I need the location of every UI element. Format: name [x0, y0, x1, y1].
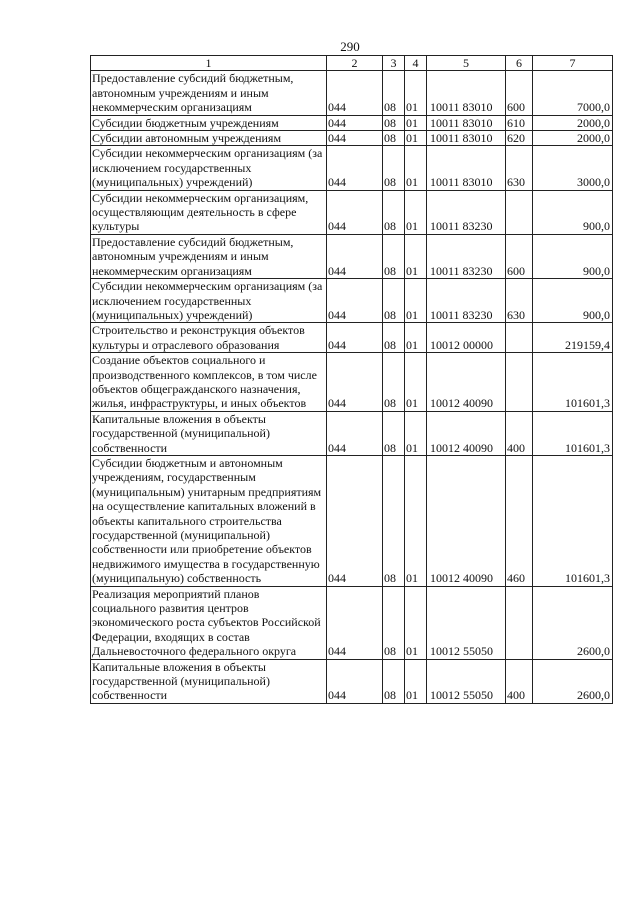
- row-name-cell: Субсидии автономным учреждениям: [91, 131, 327, 146]
- table-row: [91, 586, 613, 659]
- row-name-cell: Реализация мероприятий планов социального развития центров экономического роста субъектов Российской Федерации, входящих в состав Дальневосточного федерального округа: [91, 586, 327, 659]
- amount-cell: 219159,4: [533, 323, 613, 353]
- code-csr-cell: 10012 40090: [427, 411, 506, 455]
- code-pr-cell: 01: [405, 131, 427, 146]
- code-ved-cell: 044: [327, 353, 383, 412]
- code-pr-cell: 01: [405, 71, 427, 115]
- code-ved-cell: 044: [327, 323, 383, 353]
- amount-cell: 2600,0: [533, 659, 613, 703]
- column-header: 4: [405, 56, 427, 71]
- amount-cell: 7000,0: [533, 71, 613, 115]
- code-vr-cell: 600: [506, 71, 533, 115]
- amount-cell: 900,0: [533, 234, 613, 278]
- table-row: [91, 455, 613, 586]
- code-ved-cell: 044: [327, 131, 383, 146]
- row-name-cell: Предоставление субсидий бюджетным, автономным учреждениям и иным некоммерческим организациям: [91, 71, 327, 115]
- page-number: 290: [340, 39, 360, 54]
- code-csr-cell: 10011 83010: [427, 71, 506, 115]
- column-header: 1: [91, 56, 327, 71]
- code-pr-cell: 01: [405, 234, 427, 278]
- code-pr-cell: 01: [405, 659, 427, 703]
- code-rz-cell: 08: [383, 279, 405, 323]
- code-ved-cell: 044: [327, 146, 383, 190]
- code-csr-cell: 10011 83010: [427, 131, 506, 146]
- code-vr-cell: 630: [506, 146, 533, 190]
- table-row: [91, 659, 613, 703]
- code-ved-cell: 044: [327, 234, 383, 278]
- table-row: [91, 279, 613, 323]
- amount-cell: 101601,3: [533, 455, 613, 586]
- amount-cell: 101601,3: [533, 411, 613, 455]
- amount-cell: 3000,0: [533, 146, 613, 190]
- code-pr-cell: 01: [405, 190, 427, 234]
- code-pr-cell: 01: [405, 411, 427, 455]
- amount-cell: 101601,3: [533, 353, 613, 412]
- code-rz-cell: 08: [383, 131, 405, 146]
- code-vr-cell: [506, 353, 533, 412]
- code-csr-cell: 10011 83230: [427, 190, 506, 234]
- code-ved-cell: 044: [327, 71, 383, 115]
- code-rz-cell: 08: [383, 455, 405, 586]
- code-vr-cell: 630: [506, 279, 533, 323]
- code-pr-cell: 01: [405, 115, 427, 130]
- table-row: [91, 71, 613, 115]
- code-rz-cell: 08: [383, 323, 405, 353]
- code-csr-cell: 10011 83230: [427, 234, 506, 278]
- table-row: [91, 115, 613, 130]
- header-row: [91, 56, 613, 71]
- column-header: 6: [506, 56, 533, 71]
- code-ved-cell: 044: [327, 279, 383, 323]
- budget-table: [90, 55, 613, 704]
- table-row: [91, 411, 613, 455]
- row-name-cell: Субсидии некоммерческим организациям (за исключением государственных (муниципальных) учреждений): [91, 146, 327, 190]
- code-rz-cell: 08: [383, 586, 405, 659]
- code-csr-cell: 10012 55050: [427, 659, 506, 703]
- code-csr-cell: 10012 40090: [427, 455, 506, 586]
- code-ved-cell: 044: [327, 455, 383, 586]
- code-vr-cell: 600: [506, 234, 533, 278]
- table-row: [91, 353, 613, 412]
- code-vr-cell: 620: [506, 131, 533, 146]
- code-rz-cell: 08: [383, 353, 405, 412]
- amount-cell: 2000,0: [533, 131, 613, 146]
- table-row: [91, 190, 613, 234]
- code-csr-cell: 10012 00000: [427, 323, 506, 353]
- row-name-cell: Капитальные вложения в объекты государственной (муниципальной) собственности: [91, 411, 327, 455]
- row-name-cell: Субсидии некоммерческим организациям (за исключением государственных (муниципальных) учреждений): [91, 279, 327, 323]
- code-ved-cell: 044: [327, 659, 383, 703]
- row-name-cell: Создание объектов социального и производственного комплексов, в том числе объектов общегражданского назначения, жилья, инфраструктуры, и иных объектов: [91, 353, 327, 412]
- amount-cell: 900,0: [533, 190, 613, 234]
- code-ved-cell: 044: [327, 411, 383, 455]
- column-header: 7: [533, 56, 613, 71]
- table-row: [91, 323, 613, 353]
- code-pr-cell: 01: [405, 146, 427, 190]
- code-csr-cell: 10011 83010: [427, 115, 506, 130]
- code-csr-cell: 10011 83010: [427, 146, 506, 190]
- amount-cell: 2600,0: [533, 586, 613, 659]
- table-row: [91, 131, 613, 146]
- code-csr-cell: 10012 55050: [427, 586, 506, 659]
- code-vr-cell: [506, 323, 533, 353]
- code-vr-cell: 400: [506, 659, 533, 703]
- amount-cell: 2000,0: [533, 115, 613, 130]
- code-rz-cell: 08: [383, 659, 405, 703]
- row-name-cell: Капитальные вложения в объекты государственной (муниципальной) собственности: [91, 659, 327, 703]
- table-row: [91, 146, 613, 190]
- amount-cell: 900,0: [533, 279, 613, 323]
- code-rz-cell: 08: [383, 411, 405, 455]
- table-row: [91, 234, 613, 278]
- code-vr-cell: 400: [506, 411, 533, 455]
- column-header: 3: [383, 56, 405, 71]
- code-rz-cell: 08: [383, 71, 405, 115]
- code-vr-cell: 610: [506, 115, 533, 130]
- code-pr-cell: 01: [405, 455, 427, 586]
- code-rz-cell: 08: [383, 115, 405, 130]
- code-rz-cell: 08: [383, 146, 405, 190]
- code-pr-cell: 01: [405, 323, 427, 353]
- row-name-cell: Предоставление субсидий бюджетным, автономным учреждениям и иным некоммерческим организациям: [91, 234, 327, 278]
- code-pr-cell: 01: [405, 586, 427, 659]
- code-ved-cell: 044: [327, 586, 383, 659]
- row-name-cell: Субсидии бюджетным учреждениям: [91, 115, 327, 130]
- row-name-cell: Субсидии бюджетным и автономным учреждениям, государственным (муниципальным) унитарным предприятиям на осуществление капитальных вложений в объекты капитального строительства государственной (муниципальной) собственности или приобретение объектов недвижимого имущества в государственную (муниципальную) собственность: [91, 455, 327, 586]
- column-header: 5: [427, 56, 506, 71]
- code-ved-cell: 044: [327, 190, 383, 234]
- row-name-cell: Строительство и реконструкция объектов культуры и отраслевого образования: [91, 323, 327, 353]
- code-ved-cell: 044: [327, 115, 383, 130]
- code-vr-cell: [506, 190, 533, 234]
- code-pr-cell: 01: [405, 279, 427, 323]
- code-csr-cell: 10012 40090: [427, 353, 506, 412]
- code-csr-cell: 10011 83230: [427, 279, 506, 323]
- column-header: 2: [327, 56, 383, 71]
- row-name-cell: Субсидии некоммерческим организациям, осуществляющим деятельность в сфере культуры: [91, 190, 327, 234]
- code-rz-cell: 08: [383, 190, 405, 234]
- code-vr-cell: 460: [506, 455, 533, 586]
- code-vr-cell: [506, 586, 533, 659]
- code-rz-cell: 08: [383, 234, 405, 278]
- code-pr-cell: 01: [405, 353, 427, 412]
